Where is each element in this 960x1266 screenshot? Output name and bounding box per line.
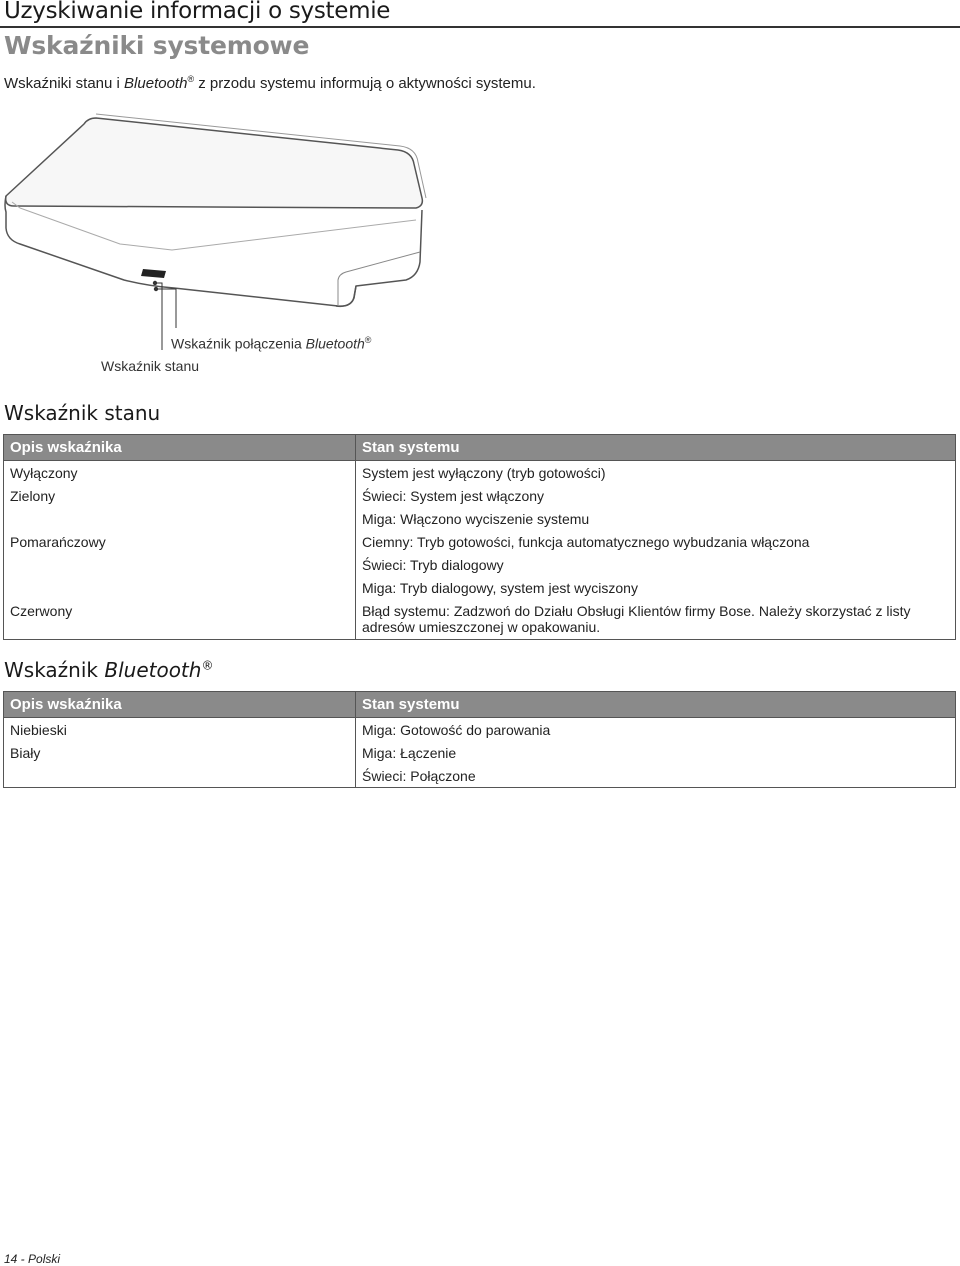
bluetooth-indicator-callout [171,335,371,352]
indicator-cell [4,553,356,576]
intro-paragraph [4,74,536,92]
indicator-cell: Wyłączony [4,461,356,485]
bluetooth-heading-reg: ® [201,658,214,673]
table-row [4,599,956,640]
state-cell: Świeci: Połączone [356,764,956,788]
page-number: 14 - Polski [4,1252,61,1266]
title-rule [0,26,960,28]
bluetooth-heading-prefix: Wskaźnik [4,658,105,682]
column-header-indicator: Opis wskaźnika [4,435,356,461]
table-row [4,764,956,788]
intro-reg-mark: ® [187,74,195,84]
device-illustration [0,110,960,360]
bose-logo [141,269,166,278]
bluetooth-callout-text: Wskaźnik połączenia [171,335,306,352]
indicator-cell: Zielony [4,484,356,507]
intro-brand: Bluetooth [124,75,188,92]
bluetooth-indicator-heading [4,658,213,682]
column-header-state: Stan systemu [356,692,956,718]
state-cell: Miga: Tryb dialogowy, system jest wyciszony [356,576,956,599]
indicator-cell [4,576,356,599]
table-row [4,553,956,576]
bluetooth-indicator-table [3,691,956,788]
speaker-body [5,114,426,306]
state-cell: System jest wyłączony (tryb gotowości) [356,461,956,485]
indicator-cell [4,764,356,788]
column-header-state: Stan systemu [356,435,956,461]
indicator-cell: Pomarańczowy [4,530,356,553]
table-row [4,507,956,530]
state-cell: Świeci: System jest włączony [356,484,956,507]
indicator-cell: Czerwony [4,599,356,640]
state-cell: Błąd systemu: Zadzwoń do Działu Obsługi Klientów firmy Bose. Należy skorzystać z listy adresów umieszczonej w opakowaniu. [356,599,956,640]
table-row [4,741,956,764]
table-header-row [4,435,956,461]
state-cell: Ciemny: Tryb gotowości, funkcja automatycznego wybudzania włączona [356,530,956,553]
bluetooth-callout-reg: ® [364,335,372,345]
intro-text-2: z przodu systemu informują o aktywności systemu. [194,75,536,92]
state-cell: Miga: Łączenie [356,741,956,764]
indicator-cell [4,507,356,530]
status-leader-line [155,283,162,350]
state-cell: Miga: Gotowość do parowania [356,718,956,742]
intro-text-1: Wskaźniki stanu i [4,75,125,92]
bluetooth-callout-brand: Bluetooth [305,335,365,352]
table-row [4,530,956,553]
indicator-cell: Niebieski [4,718,356,742]
status-indicator-heading: Wskaźnik stanu [4,401,161,425]
bluetooth-heading-brand: Bluetooth [104,658,202,682]
status-indicator-table [3,434,956,640]
table-row [4,484,956,507]
chapter-title: Uzyskiwanie informacji o systemie [4,0,391,24]
table-row [4,461,956,485]
table-header-row [4,692,956,718]
bluetooth-leader-line [157,289,176,328]
state-cell: Miga: Włączono wyciszenie systemu [356,507,956,530]
section-title: Wskaźniki systemowe [4,31,310,60]
table-row [4,576,956,599]
column-header-indicator: Opis wskaźnika [4,692,356,718]
indicator-cell: Biały [4,741,356,764]
table-row [4,718,956,742]
status-indicator-callout: Wskaźnik stanu [101,358,200,374]
state-cell: Świeci: Tryb dialogowy [356,553,956,576]
